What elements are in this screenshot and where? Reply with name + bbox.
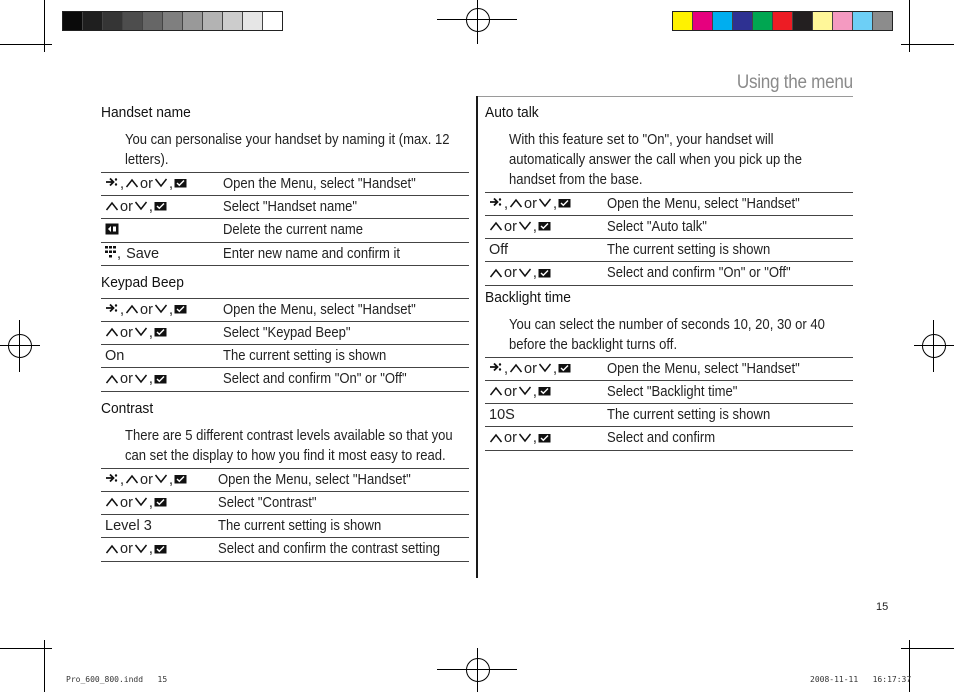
column-divider <box>476 96 478 578</box>
or-word: or <box>120 495 133 512</box>
step-row <box>101 219 469 242</box>
color-swatch <box>833 12 853 30</box>
section-title-contrast: Contrast <box>101 400 154 417</box>
gray-swatch <box>203 12 223 30</box>
step-key <box>101 345 219 368</box>
section-desc-backlight-time: You can select the number of seconds 10, 20, 30 or 40 before the backlight turns off. <box>509 317 825 353</box>
up-arrow-icon <box>125 173 139 195</box>
step-key-text: 10S <box>489 407 515 424</box>
color-swatch <box>673 12 693 30</box>
steps-table-backlight-time <box>485 357 853 451</box>
step-action-text: The current setting is shown <box>218 518 382 535</box>
step-row <box>101 322 469 345</box>
step-key-text: Off <box>489 242 509 259</box>
gray-swatch <box>223 12 243 30</box>
steps-table-handset-name <box>101 172 469 266</box>
comma-separator: , <box>168 472 173 488</box>
menu-key-icon <box>105 173 119 195</box>
step-action <box>219 219 469 242</box>
comma-separator: , <box>148 325 153 342</box>
step-row <box>485 262 853 285</box>
step-action-text: Open the Menu, select "Handset" <box>223 302 416 319</box>
step-row <box>485 239 853 262</box>
comma-separator: , <box>552 361 557 377</box>
step-action-text: Select and confirm the contrast setting <box>218 541 441 558</box>
comma-separator: , <box>504 196 509 212</box>
step-key <box>101 196 219 219</box>
section-desc-handset-name: You can personalise your handset by naming it (max. 12 letters). <box>125 132 450 168</box>
menu-key-icon <box>105 299 119 321</box>
down-arrow-icon <box>538 358 552 380</box>
step-row <box>485 404 853 427</box>
step-action-text: Open the Menu, select "Handset" <box>223 176 416 193</box>
section-title-keypad-beep: Keypad Beep <box>101 274 184 291</box>
or-word: or <box>524 361 537 377</box>
step-row <box>101 173 469 196</box>
down-arrow-icon <box>154 469 168 491</box>
step-action-text: Select and confirm "On" or "Off" <box>223 371 407 388</box>
up-arrow-icon <box>105 369 119 391</box>
up-arrow-icon <box>509 193 523 215</box>
section-desc-contrast: There are 5 different contrast levels available so that you can set the display to how you find it most easy to read. <box>125 428 453 464</box>
up-arrow-icon <box>489 263 503 285</box>
or-word: or <box>504 384 517 401</box>
step-action-text: Select and confirm <box>607 430 716 447</box>
up-arrow-icon <box>489 428 503 450</box>
or-word: or <box>504 219 517 236</box>
comma-separator: , <box>117 245 122 262</box>
step-key <box>101 368 219 391</box>
steps-table-keypad-beep <box>101 298 469 392</box>
slug-timestamp: 2008-11-11 16:17:37 <box>810 675 912 684</box>
slug-file: Pro_600_800.indd 15 <box>66 675 168 684</box>
ok-key-icon <box>538 381 551 403</box>
step-key <box>101 322 219 345</box>
step-row <box>101 299 469 322</box>
keypad-icon <box>105 243 116 265</box>
color-swatch <box>713 12 733 30</box>
section-title-backlight-time: Backlight time <box>485 289 571 306</box>
step-key <box>485 404 603 427</box>
page-title: Using the menu <box>737 72 853 93</box>
steps-table-contrast <box>101 468 469 562</box>
gray-swatch <box>143 12 163 30</box>
up-arrow-icon <box>125 299 139 321</box>
step-row <box>485 193 853 216</box>
comma-separator: , <box>148 371 153 388</box>
down-arrow-icon <box>518 263 532 285</box>
up-arrow-icon <box>105 322 119 344</box>
step-key <box>485 427 603 450</box>
comma-separator: , <box>168 302 173 318</box>
step-row <box>485 381 853 404</box>
ok-key-icon <box>154 322 167 344</box>
section-title-handset-name: Handset name <box>101 104 191 121</box>
down-arrow-icon <box>518 428 532 450</box>
step-key <box>485 216 603 239</box>
step-key <box>485 358 603 381</box>
step-action <box>219 173 469 196</box>
down-arrow-icon <box>134 322 148 344</box>
step-row <box>101 515 469 538</box>
step-action-text: Select "Backlight time" <box>607 384 738 401</box>
step-key <box>101 538 214 561</box>
step-action-text: Open the Menu, select "Handset" <box>218 472 412 489</box>
step-action <box>219 345 469 368</box>
step-row <box>101 242 469 265</box>
color-swatch <box>813 12 833 30</box>
step-action <box>219 368 469 391</box>
or-word: or <box>504 430 517 447</box>
step-action-text: Open the Menu, select "Handset" <box>607 361 800 378</box>
step-row <box>101 492 469 515</box>
step-row <box>101 538 469 561</box>
gray-swatch <box>183 12 203 30</box>
or-word: or <box>120 199 133 216</box>
step-key <box>101 469 214 492</box>
gray-swatch <box>243 12 263 30</box>
step-action-text: The current setting is shown <box>607 407 771 424</box>
gray-swatch <box>103 12 123 30</box>
step-key <box>101 515 214 538</box>
color-swatch <box>853 12 873 30</box>
step-key <box>485 262 603 285</box>
step-action <box>603 404 853 427</box>
color-swatch <box>793 12 813 30</box>
step-action-text: The current setting is shown <box>607 242 771 259</box>
comma-separator: , <box>148 199 153 216</box>
comma-separator: , <box>504 361 509 377</box>
menu-key-icon <box>105 469 119 491</box>
or-word: or <box>140 176 153 192</box>
color-swatch <box>873 12 892 30</box>
step-action <box>214 469 469 492</box>
step-action <box>214 492 469 515</box>
ok-key-icon <box>154 369 167 391</box>
comma-separator: , <box>120 302 125 318</box>
up-arrow-icon <box>105 196 119 218</box>
down-arrow-icon <box>518 216 532 238</box>
step-action <box>603 381 853 404</box>
save-label: Save <box>126 245 160 262</box>
ok-key-icon <box>174 469 187 491</box>
step-action <box>603 427 853 450</box>
ok-key-icon <box>558 358 571 380</box>
ok-key-icon <box>538 263 551 285</box>
comma-separator: , <box>120 472 125 488</box>
down-arrow-icon <box>538 193 552 215</box>
menu-key-icon <box>489 358 503 380</box>
up-arrow-icon <box>509 358 523 380</box>
section-title-auto-talk: Auto talk <box>485 104 539 121</box>
step-row <box>101 196 469 219</box>
step-action-text: Enter new name and confirm it <box>223 245 400 262</box>
color-swatch <box>733 12 753 30</box>
or-word: or <box>120 371 133 388</box>
comma-separator: , <box>532 430 537 447</box>
step-action <box>603 262 853 285</box>
step-action <box>603 358 853 381</box>
down-arrow-icon <box>134 539 148 561</box>
ok-key-icon <box>538 216 551 238</box>
header-rule <box>476 96 853 97</box>
step-action <box>214 538 469 561</box>
comma-separator: , <box>148 541 153 558</box>
ok-key-icon <box>558 193 571 215</box>
down-arrow-icon <box>154 299 168 321</box>
step-action <box>219 299 469 322</box>
down-arrow-icon <box>134 369 148 391</box>
step-action-text: Delete the current name <box>223 222 364 239</box>
comma-separator: , <box>552 196 557 212</box>
step-key <box>485 381 603 404</box>
delete-key-icon <box>105 220 119 242</box>
ok-key-icon <box>174 173 187 195</box>
or-word: or <box>120 541 133 558</box>
color-swatch <box>693 12 713 30</box>
step-action-text: The current setting is shown <box>223 348 387 365</box>
down-arrow-icon <box>134 196 148 218</box>
gray-swatch <box>83 12 103 30</box>
step-row <box>101 345 469 368</box>
step-action-text: Select "Contrast" <box>218 495 317 512</box>
step-action-text: Open the Menu, select "Handset" <box>607 196 800 213</box>
step-action-text: Select and confirm "On" or "Off" <box>607 265 791 282</box>
step-key-text: On <box>105 348 125 365</box>
gray-swatch <box>123 12 143 30</box>
steps-table-auto-talk <box>485 192 853 286</box>
up-arrow-icon <box>105 539 119 561</box>
color-swatch <box>753 12 773 30</box>
step-action <box>219 196 469 219</box>
comma-separator: , <box>168 176 173 192</box>
comma-separator: , <box>532 219 537 236</box>
step-key <box>101 299 219 322</box>
gray-swatch <box>63 12 83 30</box>
ok-key-icon <box>154 539 167 561</box>
step-action <box>603 216 853 239</box>
step-action <box>214 515 469 538</box>
or-word: or <box>524 196 537 212</box>
step-key <box>101 492 214 515</box>
down-arrow-icon <box>134 492 148 514</box>
step-key <box>101 242 219 265</box>
up-arrow-icon <box>489 216 503 238</box>
step-key-text: Level 3 <box>105 518 152 535</box>
step-action-text: Select "Keypad Beep" <box>223 325 351 342</box>
step-action-text: Select "Auto talk" <box>607 219 707 236</box>
step-row <box>485 216 853 239</box>
up-arrow-icon <box>489 381 503 403</box>
ok-key-icon <box>174 299 187 321</box>
or-word: or <box>140 472 153 488</box>
section-desc-auto-talk: With this feature set to "On", your handset will automatically answer the call when you pick up the handset from the base. <box>509 132 803 188</box>
gray-swatch <box>263 12 282 30</box>
or-word: or <box>120 325 133 342</box>
step-row <box>101 368 469 391</box>
comma-separator: , <box>120 176 125 192</box>
step-action <box>219 322 469 345</box>
or-word: or <box>504 265 517 282</box>
step-key <box>101 173 219 196</box>
step-key <box>101 219 219 242</box>
comma-separator: , <box>148 495 153 512</box>
gray-swatch <box>163 12 183 30</box>
color-swatch <box>773 12 793 30</box>
comma-separator: , <box>532 384 537 401</box>
step-action <box>603 239 853 262</box>
step-action <box>603 193 853 216</box>
menu-key-icon <box>489 193 503 215</box>
down-arrow-icon <box>518 381 532 403</box>
up-arrow-icon <box>125 469 139 491</box>
comma-separator: , <box>532 265 537 282</box>
step-action-text: Select "Handset name" <box>223 199 358 216</box>
or-word: or <box>140 302 153 318</box>
step-key <box>485 239 603 262</box>
step-row <box>101 469 469 492</box>
down-arrow-icon <box>154 173 168 195</box>
ok-key-icon <box>538 428 551 450</box>
ok-key-icon <box>154 196 167 218</box>
step-key <box>485 193 603 216</box>
page-number: 15 <box>876 601 889 613</box>
step-row <box>485 427 853 450</box>
step-action <box>219 242 469 265</box>
up-arrow-icon <box>105 492 119 514</box>
grayscale-bar <box>62 11 283 31</box>
color-bar <box>672 11 893 31</box>
step-row <box>485 358 853 381</box>
ok-key-icon <box>154 492 167 514</box>
